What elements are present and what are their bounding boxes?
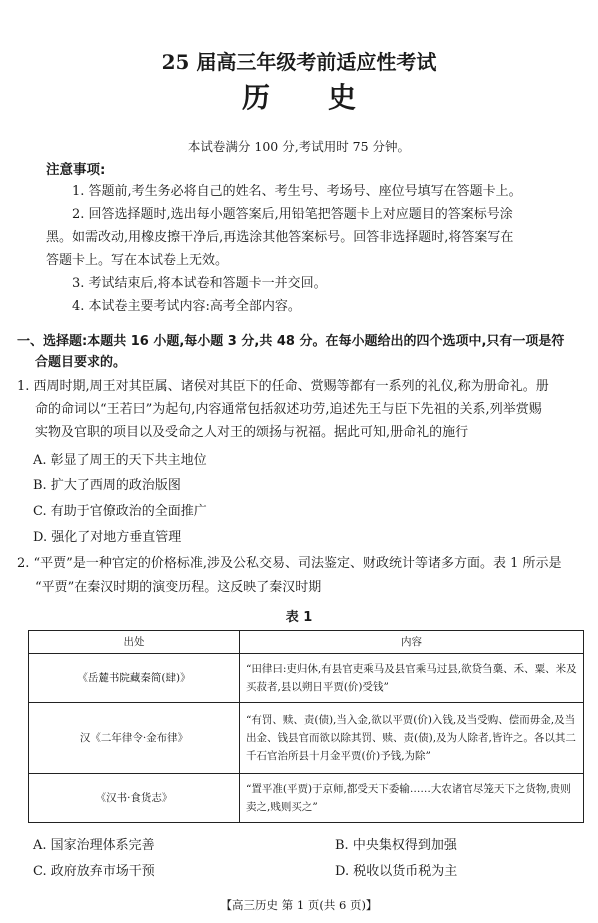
table-cell-source: 汉《二年律令·金布律》	[29, 703, 240, 774]
table-1	[28, 630, 584, 823]
q2-option-c: C. 政府放弃市场干预	[33, 864, 155, 879]
q1-stem-line-3: 实物及官职的项目以及受命之人对王的颂扬与祝福。据此可知,册命礼的施行	[35, 425, 469, 440]
table-cell-content: “置平准(平贾)于京师,都受天下委输……大农诸官尽笼天下之货物,贵则卖之,贱则买之”	[240, 774, 584, 823]
q2-option-a: A. 国家治理体系完善	[33, 838, 155, 853]
q1-stem-line-2: 命的命词以“王若曰”为起句,内容通常包括叙述功劳,追述先王与臣下先祖的关系,列举赏赐	[35, 402, 542, 417]
notes-line-5: 3. 考试结束后,将本试卷和答题卡一并交回。	[72, 276, 327, 291]
q1-option-d: D. 强化了对地方垂直管理	[33, 530, 182, 545]
notes-line-1: 1. 答题前,考生务必将自己的姓名、考生号、考场号、座位号填写在答题卡上。	[72, 184, 522, 199]
subject-title: 历史	[241, 81, 414, 114]
notes-line-4: 答题卡上。写在本试卷上无效。	[46, 253, 229, 268]
page-footer: 【高三历史 第 1 页(共 6 页)】	[220, 898, 378, 912]
notes-line-3: 黑。如需改动,用橡皮擦干净后,再选涂其他答案标号。回答非选择题时,将答案写在	[46, 230, 514, 245]
exam-title: 25 届高三年级考前适应性考试	[161, 50, 437, 74]
notes-line-2: 2. 回答选择题时,选出每小题答案后,用铅笔把答题卡上对应题目的答案标号涂	[72, 207, 513, 222]
table-row	[29, 703, 584, 774]
table-header-source: 出处	[29, 631, 240, 654]
notes-line-6: 4. 本试卷主要考试内容:高考全部内容。	[72, 299, 301, 314]
q2-stem-line-1: 2. “平贾”是一种官定的价格标准,涉及公私交易、司法鉴定、财政统计等诸多方面。表 1 所示是	[17, 556, 562, 571]
q1-stem-line-1: 1. 西周时期,周王对其臣属、诸侯对其臣下的任命、赏赐等都有一系列的礼仪,称为册命礼。册	[17, 379, 549, 394]
table-cell-source: 《汉书·食货志》	[29, 774, 240, 823]
q2-option-b: B. 中央集权得到加强	[335, 838, 457, 853]
table-header-content: 内容	[240, 631, 584, 654]
table-header-row	[29, 631, 584, 654]
table-caption: 表 1	[285, 610, 313, 625]
table-cell-content: “田律曰:吏归休,有县官吏乘马及县官乘马过县,欲贷刍稾、禾、粟、米及买菽者,县以朔日平贾(价)受钱”	[240, 654, 584, 703]
q1-option-c: C. 有助于官僚政治的全面推广	[33, 504, 207, 519]
table-row	[29, 654, 584, 703]
table-cell-source: 《岳麓书院藏秦简(肆)》	[29, 654, 240, 703]
section-heading-cont: 合题目要求的。	[35, 355, 127, 370]
q2-stem-line-2: “平贾”在秦汉时期的演变历程。这反映了秦汉时期	[35, 580, 322, 595]
table-cell-content: “有罚、赎、责(债),当入金,欲以平贾(价)入钱,及当受购、偿而毋金,及当出金、钱县官而欲以除其罚、赎、责(债),及为人除者,皆许之。各以其二千石官治所县十月金平贾(价)予钱,为除”	[240, 703, 584, 774]
q2-option-d: D. 税收以货币税为主	[335, 864, 458, 879]
q1-option-a: A. 彰显了周王的天下共主地位	[33, 453, 207, 468]
notes-heading: 注意事项:	[46, 162, 106, 178]
section-heading: 一、选择题:本题共 16 小题,每小题 3 分,共 48 分。在每小题给出的四个选项中,只有一项是符	[17, 334, 565, 349]
exam-info: 本试卷满分 100 分,考试用时 75 分钟。	[187, 139, 411, 154]
table-row	[29, 774, 584, 823]
q1-option-b: B. 扩大了西周的政治版图	[33, 478, 181, 493]
